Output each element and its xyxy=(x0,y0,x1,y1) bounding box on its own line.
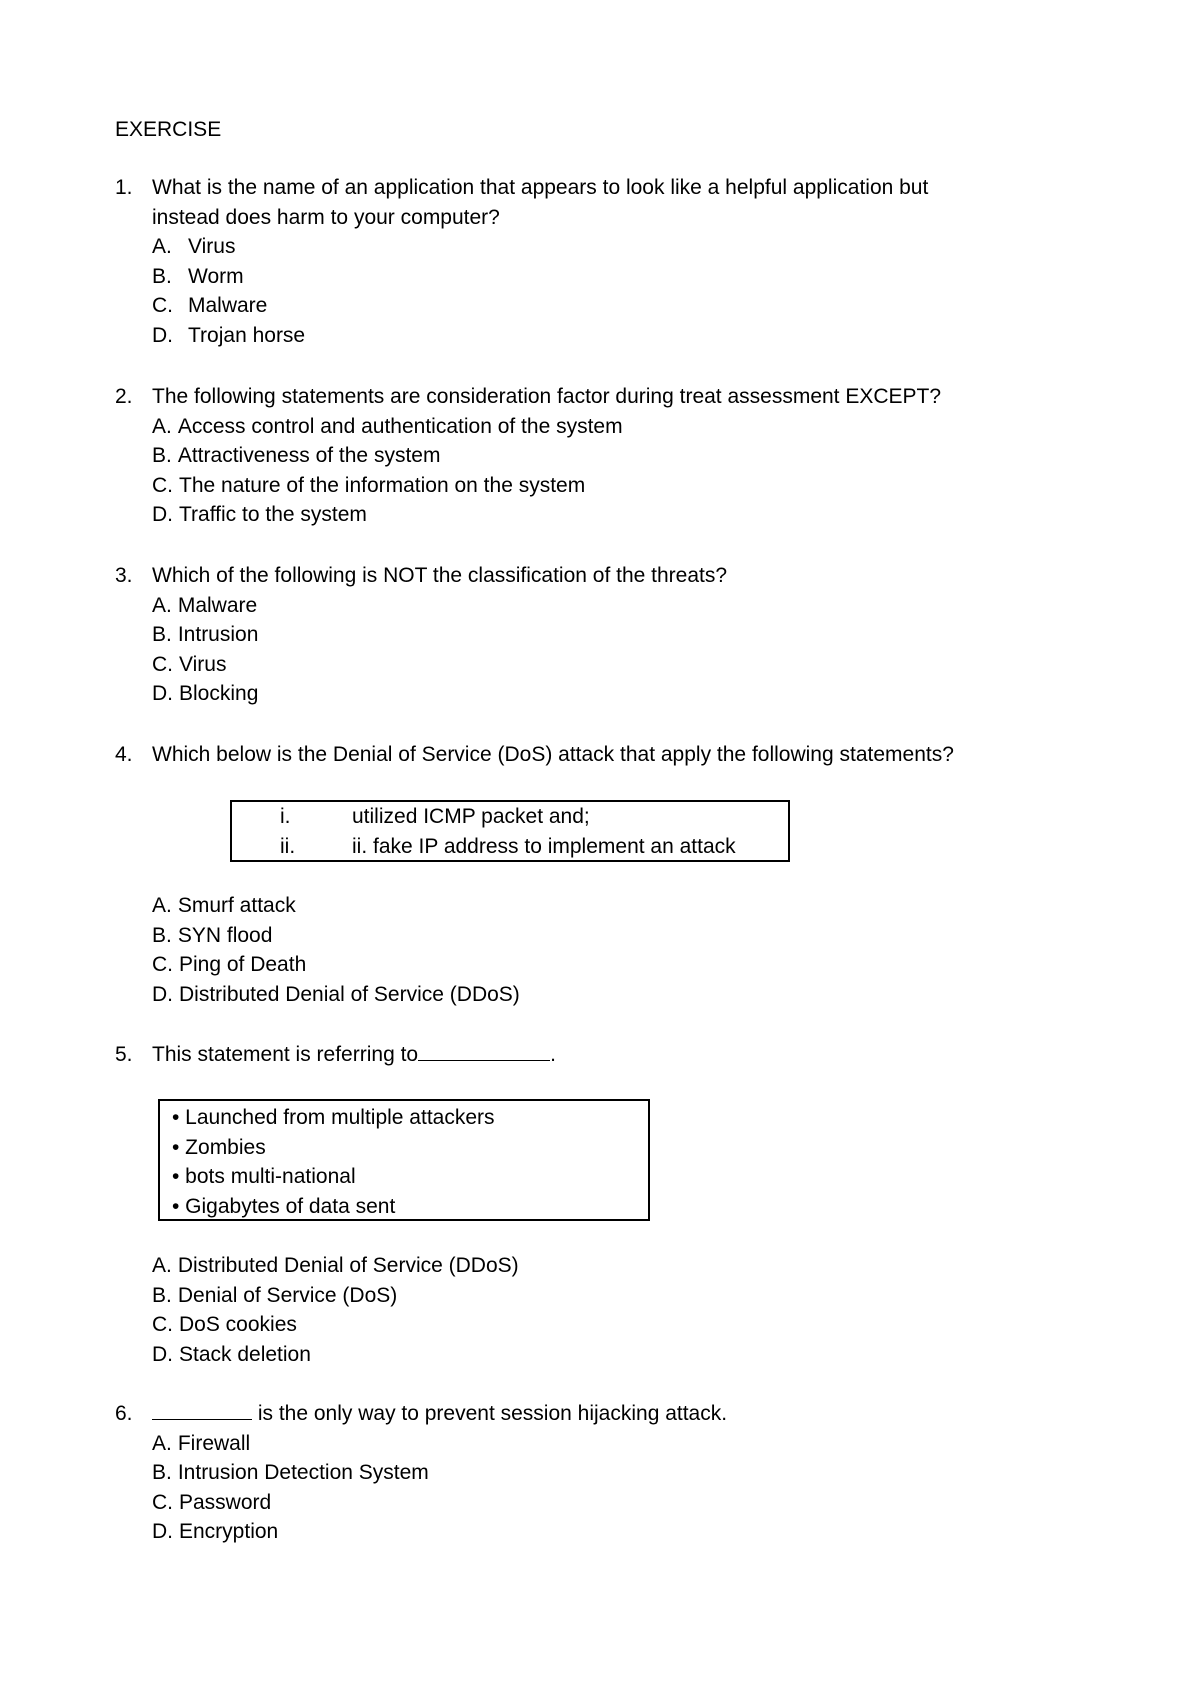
question-text: Which below is the Denial of Service (DoS) attack that apply the following statements? xyxy=(152,743,954,766)
option-d: D. Distributed Denial of Service (DDoS) xyxy=(152,982,520,1006)
option-a: A. Virus xyxy=(152,235,236,258)
option-b: B. Intrusion xyxy=(152,623,259,646)
option-d: D. Encryption xyxy=(152,1520,279,1543)
option-c: C. Virus xyxy=(152,652,227,676)
question-5: 5. This statement is referring to . xyxy=(115,1040,1065,1070)
question-number: 2. xyxy=(115,385,133,408)
option-d: D. Blocking xyxy=(152,682,259,705)
bullet-item: • Gigabytes of data sent xyxy=(172,1194,396,1218)
option-d: D. Stack deletion xyxy=(152,1342,311,1366)
question-number: 1. xyxy=(115,176,133,199)
question-text: The following statements are consideration factor during treat assessment EXCEPT? xyxy=(152,385,942,408)
option-b: B. Intrusion Detection System xyxy=(152,1461,429,1484)
option-c: C. The nature of the information on the system xyxy=(152,473,586,497)
question-number: 6. xyxy=(115,1402,133,1425)
option-b: B. SYN flood xyxy=(152,923,273,947)
option-list xyxy=(115,412,1065,530)
question-number: 3. xyxy=(115,564,133,587)
statement-box: i. utilized ICMP packet and; ii. ii. fake IP address to implement an attack xyxy=(230,800,790,862)
option-d: D. Traffic to the system xyxy=(152,503,367,526)
option-a: A. Distributed Denial of Service (DDoS) xyxy=(152,1254,519,1277)
statement-box xyxy=(158,1099,650,1221)
question-text: instead does harm to your computer? xyxy=(152,205,500,229)
bullet-item: • bots multi-national xyxy=(172,1165,356,1188)
option-list xyxy=(115,591,1065,709)
question-6 xyxy=(115,1399,1065,1547)
option-a: A. Firewall xyxy=(152,1431,251,1455)
question-text: This statement is referring to xyxy=(152,1043,419,1066)
option-a: A. Smurf attack xyxy=(152,894,296,917)
question-5-options xyxy=(115,1251,1065,1369)
option-c: C. DoS cookies xyxy=(152,1313,297,1336)
option-list xyxy=(115,1251,1065,1369)
option-b: B. Attractiveness of the system xyxy=(152,444,441,467)
option-list xyxy=(115,891,1065,1009)
answer-blank xyxy=(418,1042,550,1061)
option-d: D. Trojan horse xyxy=(152,323,306,347)
option-a: A. Access control and authentication of the system xyxy=(152,414,623,438)
question-1 xyxy=(115,173,1065,350)
question-text: What is the name of an application that appears to look like a helpful application but xyxy=(152,176,929,199)
question-2 xyxy=(115,382,1065,530)
option-b: B. Denial of Service (DoS) xyxy=(152,1283,398,1307)
question-number: 4. xyxy=(115,743,133,766)
option-c: C. Ping of Death xyxy=(152,953,307,976)
bullet-item: • Launched from multiple attackers xyxy=(172,1106,495,1129)
bullet-item: • Zombies xyxy=(172,1135,266,1159)
option-list xyxy=(115,232,1065,350)
question-text: Which of the following is NOT the classification of the threats? xyxy=(152,564,728,587)
question-3 xyxy=(115,561,1065,709)
question-4 xyxy=(115,740,1065,770)
question-number: 5. xyxy=(115,1043,133,1066)
option-c: C. Password xyxy=(152,1490,272,1514)
option-b: B. Worm xyxy=(152,264,244,288)
exercise-heading: EXERCISE xyxy=(115,118,222,141)
option-a: A. Malware xyxy=(152,593,258,617)
question-4-options xyxy=(115,891,1065,1009)
question-text: is the only way to prevent session hijacking attack. xyxy=(252,1402,728,1425)
answer-blank xyxy=(152,1401,252,1420)
option-c: C. Malware xyxy=(152,294,268,317)
option-list xyxy=(115,1429,1065,1547)
